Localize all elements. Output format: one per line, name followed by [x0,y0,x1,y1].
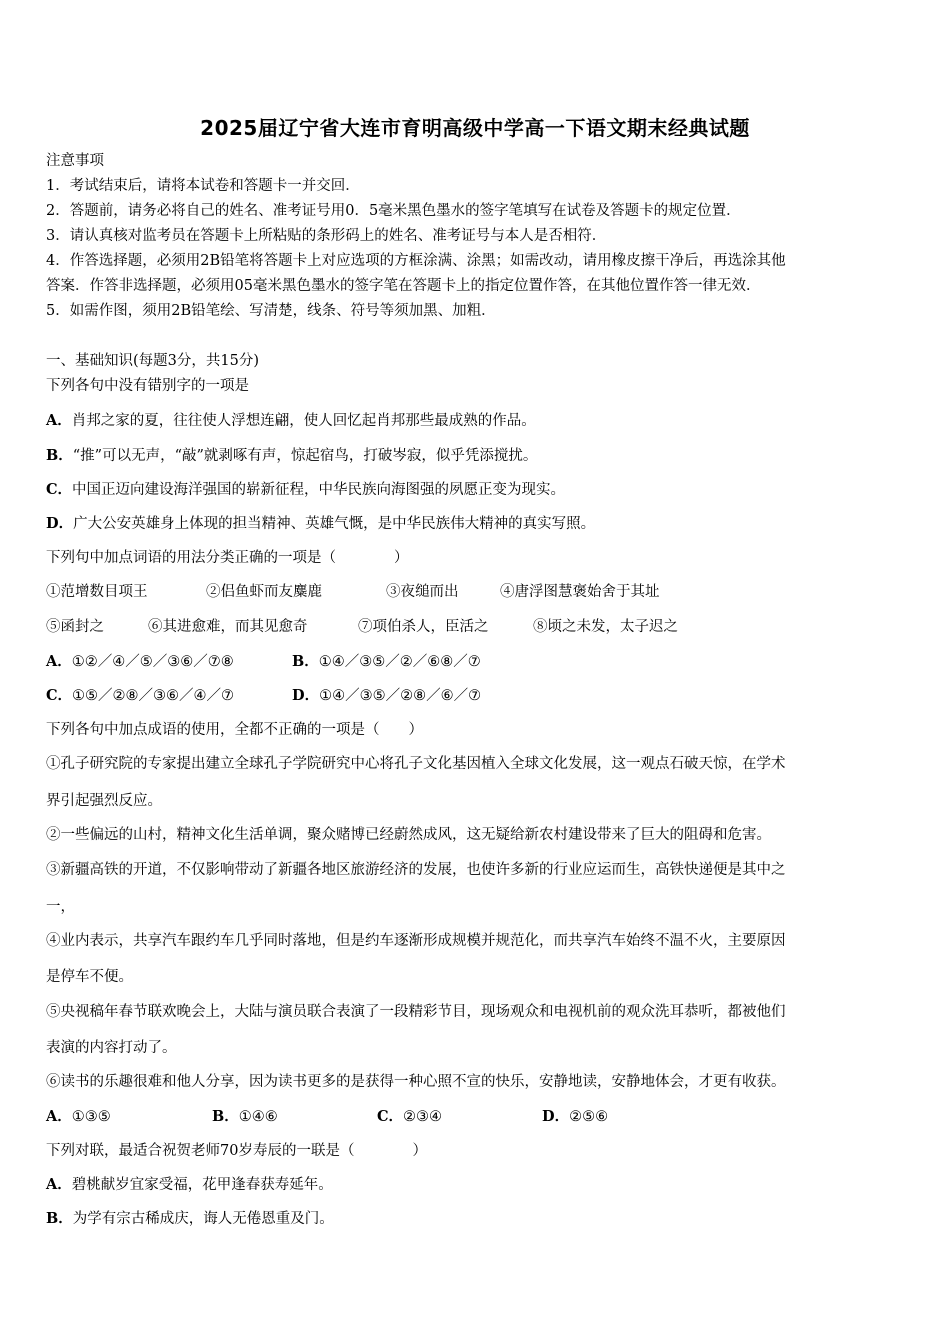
q2-option-c [46,687,234,705]
option-text: 中国正迈向建设海洋强国的崭新征程，中华民族向海图强的夙愿正变为现实。 [72,482,566,498]
option-text: ①④／③⑤／②／⑥⑧／⑦ [318,654,481,670]
q2-item: ⑥其进愈难，而其见愈奇 [148,619,308,635]
option-text: ①⑤／②⑧／③⑥／④／⑦ [72,688,235,704]
question-4-stem: 下列对联，最适合祝贺老师70岁寿辰的一联是（ ） [46,1143,427,1159]
option-label: B． [46,1210,73,1227]
notice-item: 2．答题前，请务必将自己的姓名、准考证号用0．5毫米黑色墨水的签字笔填写在试卷及答题卡的规定位置． [46,203,741,219]
section-heading: 一、基础知识(每题3分，共15分) [46,353,259,369]
question-1-stem: 下列各句中没有错别字的一项是 [46,378,249,394]
q2-option-b [292,653,481,671]
q2-item: ④唐浮图慧褒始舍于其址 [500,584,660,600]
q3-line: 一， [46,899,75,915]
option-label: A． [46,1108,72,1125]
q2-item: ①范增数目项王 [46,584,148,600]
option-text: 肖邦之家的夏，往往使人浮想连翩，使人回忆起肖邦那些最成熟的作品。 [71,413,536,429]
option-text: ①④／③⑤／②⑧／⑥／⑦ [319,688,482,704]
q3-line: ②一些偏远的山村，精神文化生活单调，聚众赌博已经蔚然成风，这无疑给新农村建设带来了巨大的阻碍和危害。 [46,827,771,843]
option-text: ②③④ [403,1109,443,1125]
q2-item: ⑦项伯杀人，臣活之 [358,619,489,635]
option-label: B． [292,653,319,670]
q2-item: ②侣鱼虾而友麋鹿 [206,584,322,600]
notice-item: 3．请认真核对监考员在答题卡上所粘贴的条形码上的姓名、准考证号与本人是否相符． [46,228,607,244]
option-label: C． [377,1108,404,1125]
q3-line: 表演的内容打动了。 [46,1040,177,1056]
option-text: 广大公安英雄身上体现的担当精神、英雄气慨，是中华民族伟大精神的真实写照。 [73,516,596,532]
option-text: ①②／④／⑤／③⑥／⑦⑧ [71,654,234,670]
q4-option-b [46,1210,334,1228]
q3-line: ①孔子研究院的专家提出建立全球孔子学院研究中心将孔子文化基因植入全球文化发展，这一观点石破天惊，在学术 [46,756,786,772]
question-3-stem: 下列各句中加点成语的使用，全都不正确的一项是（ ） [46,722,423,738]
notice-item: 4．作答选择题，必须用2B铅笔将答题卡上对应选项的方框涂满、涂黑；如需改动，请用橡皮擦干净后，再选涂其他 [46,253,786,269]
q3-line: 界引起强烈反应。 [46,793,162,809]
q1-option-a [46,412,536,430]
option-label: D． [292,687,320,704]
q1-option-c [46,481,565,499]
option-label: B． [46,447,73,464]
q2-option-a [46,653,234,671]
option-text: 碧桃献岁宜家受福，花甲逢春获寿延年。 [71,1177,333,1193]
notice-item: 5．如需作图，须用2B铅笔绘、写清楚，线条、符号等须加黑、加粗． [46,303,496,319]
option-text: 为学有宗古稀成庆，诲人无倦恩重及门。 [72,1211,334,1227]
option-label: B． [212,1108,239,1125]
option-text: ②⑤⑥ [569,1109,609,1125]
q1-option-b [46,447,537,465]
notice-heading: 注意事项 [46,153,104,169]
q3-line: ⑥读书的乐趣很难和他人分享，因为读书更多的是获得一种心照不宣的快乐，安静地读，安静地体会，才更有收获。 [46,1074,786,1090]
q3-option-b [212,1108,278,1126]
q2-item: ⑤函封之 [46,619,104,635]
option-label: D． [542,1108,570,1125]
q3-line: ③新疆高铁的开道，不仅影响带动了新疆各地区旅游经济的发展，也使许多新的行业应运而生，高铁快递便是其中之 [46,862,786,878]
q3-option-c [377,1108,442,1126]
notice-item: 1．考试结束后，请将本试卷和答题卡一并交回． [46,178,360,194]
question-2-stem: 下列句中加点词语的用法分类正确的一项是（ ） [46,550,409,566]
q2-item: ⑧顷之未发，太子迟之 [533,619,678,635]
notice-item: 答案．作答非选择题，必须用05毫米黑色墨水的签字笔在答题卡上的指定位置作答，在其他位置作答一律无效． [46,278,761,294]
option-text: ①④⑥ [238,1109,278,1125]
q3-line: ⑤央视稿年春节联欢晚会上，大陆与演员联合表演了一段精彩节目，现场观众和电视机前的观众洗耳恭听，都被他们 [46,1004,786,1020]
q4-option-a [46,1176,333,1194]
option-label: D． [46,515,74,532]
q2-option-d [292,687,481,705]
q3-line: 是停车不便。 [46,969,133,985]
option-text: “推”可以无声，“敲”就剥啄有声，惊起宿鸟，打破岑寂，似乎凭添搅扰。 [72,448,538,464]
q3-line: ④业内表示，共享汽车跟约车几乎同时落地，但是约车逐渐形成规模并规范化，而共享汽车始终不温不火，主要原因 [46,933,786,949]
q1-option-d [46,515,595,533]
page-title: 2025届辽宁省大连市育明高级中学高一下语文期末经典试题 [200,116,750,140]
q3-option-d [542,1108,608,1126]
option-label: C． [46,481,73,498]
option-label: C． [46,687,73,704]
option-label: A． [46,412,72,429]
option-text: ①③⑤ [71,1109,111,1125]
q2-item: ③夜缒而出 [386,584,459,600]
q3-option-a [46,1108,111,1126]
option-label: A． [46,653,72,670]
option-label: A． [46,1176,72,1193]
